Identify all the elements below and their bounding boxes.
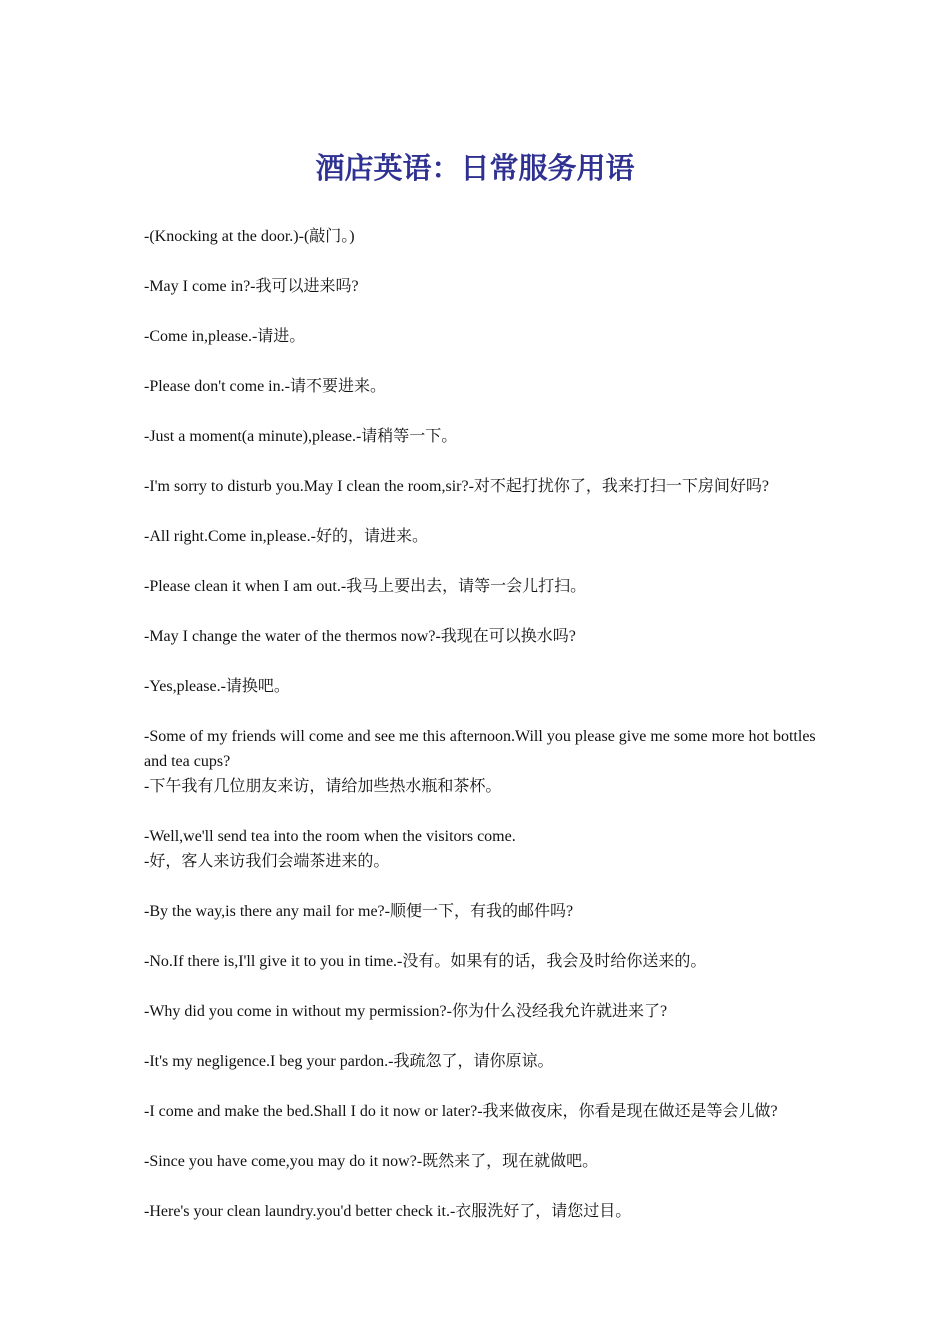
dialogue-line xyxy=(144,1049,816,1074)
dialogue-line xyxy=(144,574,816,599)
dialogue-text: -Just a moment(a minute),please.-请稍等一下。 xyxy=(144,428,458,445)
dialogue-line xyxy=(144,1149,816,1174)
dialogue-line xyxy=(144,224,816,249)
dialogue-line xyxy=(144,274,816,299)
dialogue-line xyxy=(144,524,816,549)
dialogue-line xyxy=(144,824,816,874)
dialogue-text: -I come and make the bed.Shall I do it now or later?-我来做夜床，你看是现在做还是等会儿做? xyxy=(144,1103,778,1120)
dialogue-text: -I'm sorry to disturb you.May I clean the room,sir?-对不起打扰你了，我来打扫一下房间好吗? xyxy=(144,478,770,495)
dialogue-line xyxy=(144,624,816,649)
document-body xyxy=(144,224,816,1249)
dialogue-line xyxy=(144,474,816,499)
dialogue-text: -May I change the water of the thermos now?-我现在可以换水吗? xyxy=(144,628,576,645)
dialogue-text: -May I come in?-我可以进来吗? xyxy=(144,278,359,295)
dialogue-text: -Come in,please.-请进。 xyxy=(144,328,306,345)
dialogue-line xyxy=(144,1099,816,1124)
dialogue-line xyxy=(144,949,816,974)
document-title: 酒店英语：日常服务用语 xyxy=(315,151,635,185)
dialogue-line xyxy=(144,674,816,699)
dialogue-line xyxy=(144,374,816,399)
dialogue-text: -Please don't come in.-请不要进来。 xyxy=(144,378,386,395)
dialogue-text: -Here's your clean laundry.you'd better check it.-衣服洗好了，请您过目。 xyxy=(144,1203,632,1220)
dialogue-line xyxy=(144,324,816,349)
dialogue-line xyxy=(144,899,816,924)
dialogue-text: -(Knocking at the door.)-(敲门。) xyxy=(144,228,355,245)
dialogue-text: -Please clean it when I am out.-我马上要出去，请等一会儿打扫。 xyxy=(144,578,587,595)
dialogue-line xyxy=(144,424,816,449)
dialogue-text: -All right.Come in,please.-好的，请进来。 xyxy=(144,528,428,545)
dialogue-line xyxy=(144,1199,816,1224)
dialogue-text-english: -Well,we'll send tea into the room when the visitors come. xyxy=(144,828,516,845)
dialogue-text: -Since you have come,you may do it now?-既然来了，现在就做吧。 xyxy=(144,1153,599,1170)
dialogue-line xyxy=(144,999,816,1024)
dialogue-text-chinese: -好，客人来访我们会端茶进来的。 xyxy=(144,853,390,870)
dialogue-text-english: -Some of my friends will come and see me this afternoon.Will you please give me some more hot bottles and tea cups? xyxy=(144,728,816,770)
dialogue-text: -No.If there is,I'll give it to you in time.-没有。如果有的话，我会及时给你送来的。 xyxy=(144,953,707,970)
dialogue-line xyxy=(144,724,816,799)
dialogue-text: -It's my negligence.I beg your pardon.-我疏忽了，请你原谅。 xyxy=(144,1053,554,1070)
dialogue-text: -Yes,please.-请换吧。 xyxy=(144,678,290,695)
dialogue-text: -By the way,is there any mail for me?-顺便一下，有我的邮件吗? xyxy=(144,903,574,920)
dialogue-text-chinese: -下午我有几位朋友来访，请给加些热水瓶和茶杯。 xyxy=(144,778,502,795)
dialogue-text: -Why did you come in without my permission?-你为什么没经我允许就进来了? xyxy=(144,1003,668,1020)
